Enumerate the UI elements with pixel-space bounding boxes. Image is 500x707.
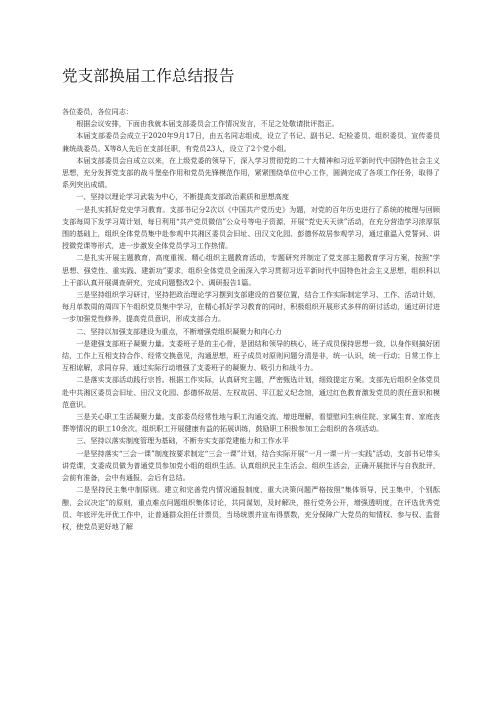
paragraph: 三、坚持以落实制度管理为基础，不断夯实支部党建能力和工作水平 [76, 436, 289, 446]
paragraph: 二、坚持以加强支部建设为重点，不断增强党组织凝聚力和向心力 [76, 326, 282, 336]
paragraph: 三是坚持组织学习研讨，坚持把政治理论学习摆到支部建设的首要位置，结合工作实际制定学习、工作、活动计划，每月单数周的周四下午组织党员集中学习，在精心抓好学习教育的同时，积极组织开展形式多样的研讨活动，通过研讨进一步加强党性修养，提高党员意识，形成支部合力。 [62, 290, 440, 324]
paragraph: 二是落实支部活动践行宗旨。根据工作实际，认真研究主题，严密甄选计划，细致提定方案。支部先后组织全体党员赴中共湘区委员会旧址、田汉文化园、彭德怀故居、左权故居、平江起义纪念馆，通过红色教育激发党员的责任意识和模范意识。 [62, 375, 440, 409]
paragraph: 根据会议安排，下面由我就本届支部委员会工作情况发言，不足之处敬请批评指正。 [76, 119, 339, 129]
page-title: 党支部换届工作总结报告 [62, 67, 235, 85]
document-body [62, 106, 440, 531]
paragraph: 一是建强支部班子凝聚力量。支委班子是的主心骨，是团结和领导的核心，班子成员保持思想一致，以身作则搞好团结，工作上互相支持合作、经常交换意见，沟通思想，班子成员对原则问题分清是非，统一认识，统一行动；日常工作上互相谅解，求同存异，通过实际行动增强了支委班子的凝聚力、吸引力和战斗力。 [62, 338, 440, 373]
paragraph: 本届支部委员会自成立以来，在上级党委的领导下，深入学习贯彻党的二十大精神和习近平新时代中国特色社会主义思想，充分发挥党支部的战斗堡垒作用和党员先锋模范作用，紧紧围绕单位中心工作，圆满完成了各项工作任务，取得了系列突出成绩。 [62, 155, 440, 190]
paragraph: 二是坚持民主集中制原则。建立和完善党内情况通报制度，重大决策问题严格按照“集体领导，民主集中，个别酝酿，会议决定”的原则，重点难点问题组织集体讨论，共同谋划，及时解决，推行党务公开，增强透明度，在评选优秀党员、年底评先评优工作中，让普通群众担任计票员，当场统票并宣布得票数，充分保障广大党员的知情权、参与权、监督权，使党员更好地了解 [62, 485, 440, 531]
paragraph: 一是扎实抓好党史学习教育。支部书记分2次以《中国共产党历史》为题，对党的百年历史进行了系统的梳理与回顾支部每周下发学习周计划，每日利用“共产党员微信”公众号等电子资源，开展“党史天天读”活动，在充分营造学习浓厚氛围的基础上，组织全体党员集中赴参观中共湘区委员会旧址、田汉文化园、彭德怀故居参观学习，通过重温入党誓词、讲授微党课等形式，进一步激发全体党员学习工作热情。 [62, 204, 440, 251]
paragraph: 本届支部委员会成立于2020年9月17日，由五名同志组成，设立了书记、副书记、纪检委员、组织委员、宣传委员兼统战委员。X等8人先后在支部任职，有党员23人，设立了2个党小组。 [62, 131, 440, 153]
paragraph: 各位委员，各位同志： [62, 107, 133, 116]
paragraph: 一是坚持落实“三会一课”制度按要求制定“三会一课”计划，结合实际开展“一月一课一片一实践”活动，支部书记带头讲党课，支委成员做为普通党员参加党小组的组织生活。认真组织民主生活会、组织生活会，正确开展批评与自我批评，会前有准备，会中有通报，会后有总结。 [62, 448, 440, 483]
paragraph: 三是关心职工生活凝聚力量。支部委员经常性地与职工沟通交流、增进理解，看望慰问生病住院、家属生育、家庭丧葬等情况的职工10余次。组织职工开展健康有益的拓展训练，鼓励职工积极参加工会组织的各项活动。 [62, 412, 440, 434]
paragraph: 一、坚持以理论学习武装为中心，不断提高支部政治素质和思想高度 [76, 192, 289, 202]
paragraph: 二是扎实开展主题教育，高度重视、精心组织主题教育活动，专题研究并制定了党支部主题教育学习方案，按照“学思想、强党性、重实践、建新功”要求，组织全体党员全面深入学习贯彻习近平新时代中国特色社会主义思想，组织科以上干部认真开展调查研究，完成问题整改2个、调研报告1篇。 [62, 253, 440, 287]
